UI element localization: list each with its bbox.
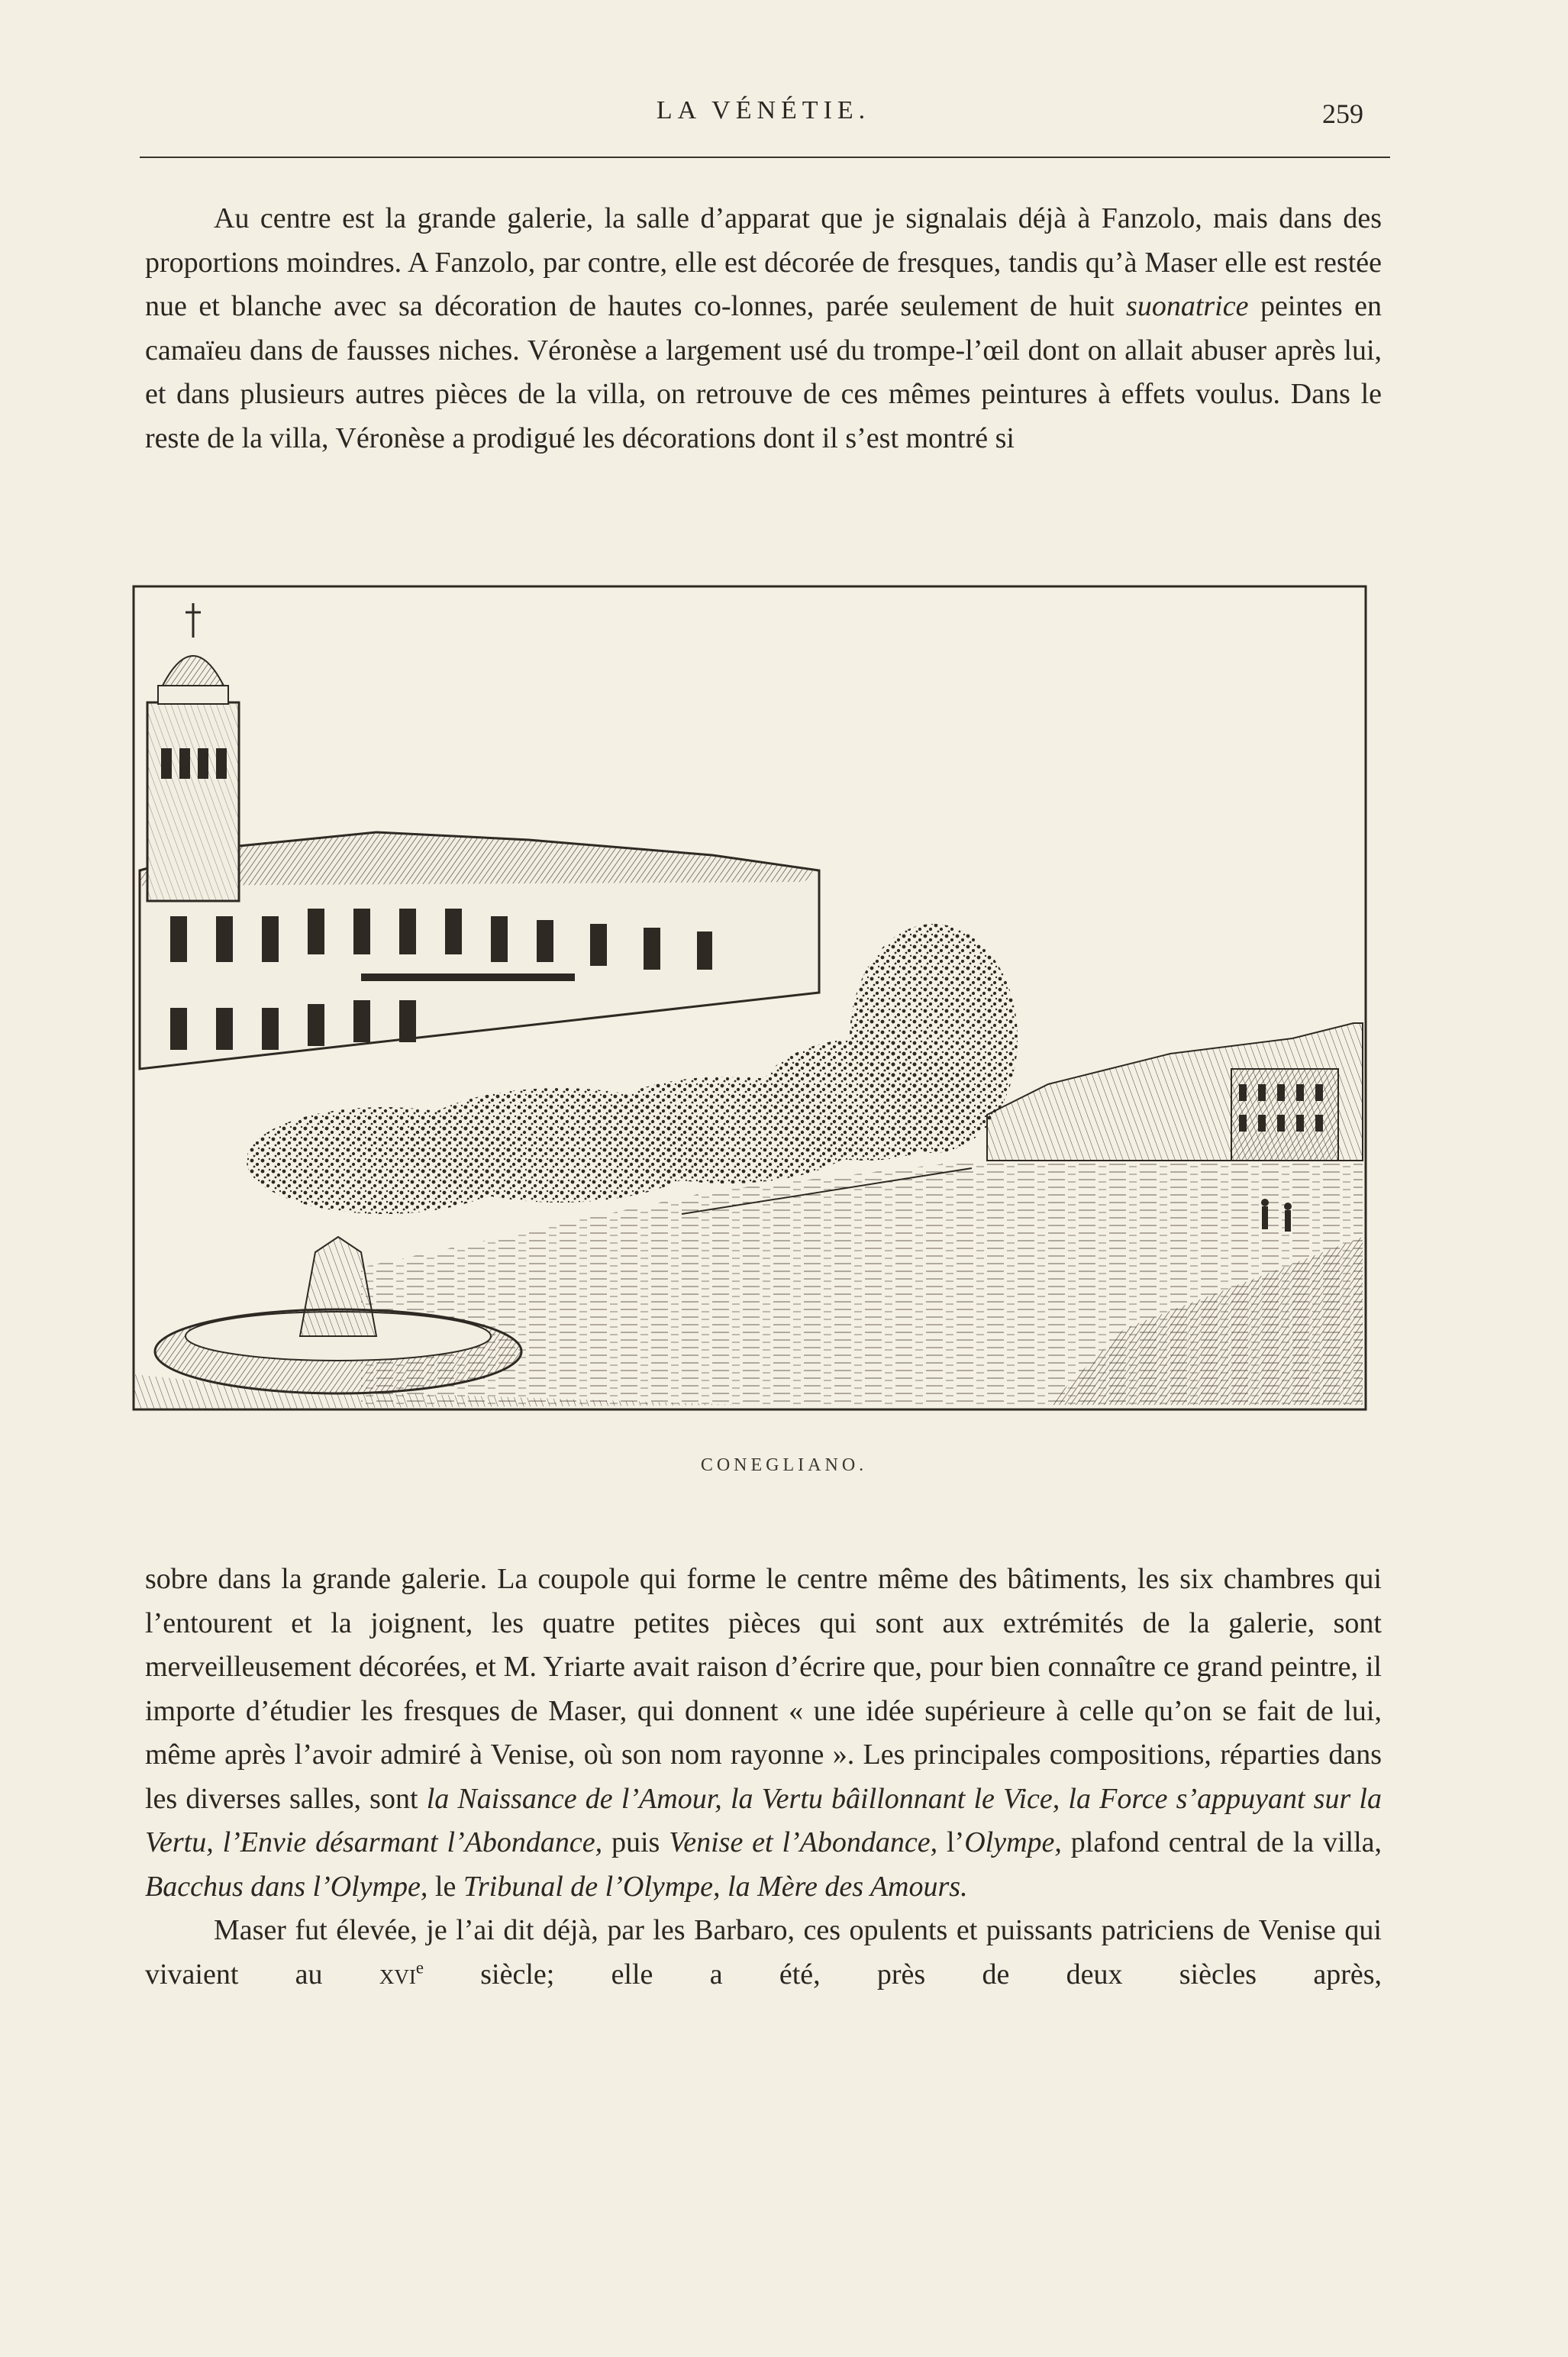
- italic-title: la Naissance de l’Amour, la Vertu bâillonnant le Vice, la Force s’appuyant sur la Vertu, l’Envie désarmant l’Abondance,: [145, 1782, 1382, 1858]
- century-numeral: xvi: [379, 1958, 416, 1991]
- top-text-italic: suonatrice: [1126, 290, 1249, 322]
- text-run: puis: [611, 1826, 660, 1858]
- header-rule: [140, 157, 1390, 158]
- text-run: Maser fut élevée, je l’ai dit déjà, par les Barbaro, ces opulents et puissants patriciens de Venise qui vivaient au: [145, 1914, 1382, 1991]
- top-text-continued: peintes en camaïeu dans de fausses niches. Véronèse a largement usé du trompe-l’œil dont on allait abuser après lui, et dans plusieurs autres pièces de la villa, on retrouve de ces mêmes peintures à effets voulus. Dans le reste de la villa, Véronèse a prodigué les décorations dont il s’est montré si: [145, 290, 1382, 454]
- engraving-svg: [132, 580, 1369, 1417]
- text-run: sobre dans la grande galerie. La coupole qui forme le centre même des bâtiments, les six chambres qui l’entourent et la joignent, les quatre petites pièces qui sont aux extrémités de la galerie, sont merveilleusement décorées, et M. Yriarte avait raison d’écrire que, pour bien connaître ce grand peintre, il importe d’étudier les fresques de Maser, qui donnent « une idée supérieure à celle qu’on se fait de lui, même après l’avoir admiré à Venise, où son nom rayonne ». Les principales compositions, réparties dans les diverses salles, sont: [145, 1563, 1382, 1815]
- bottom-paragraph-2: [145, 1909, 1382, 1997]
- bottom-text: [145, 1558, 1382, 1997]
- italic-title: Olympe,: [964, 1826, 1062, 1858]
- italic-title: Bacchus dans l’Olympe,: [145, 1870, 428, 1903]
- superscript: e: [415, 1957, 424, 1977]
- text-run: l’: [947, 1826, 965, 1858]
- italic-title: Venise et l’Abondance,: [669, 1826, 938, 1858]
- running-title: LA VÉNÉTIE.: [656, 96, 871, 124]
- figure-caption: CONEGLIANO.: [700, 1455, 868, 1475]
- text-run: plafond central de la villa,: [1070, 1826, 1382, 1858]
- top-paragraph: [145, 197, 1382, 460]
- text-run: le: [434, 1870, 457, 1903]
- running-head: [145, 90, 1382, 136]
- bottom-paragraph-1: [145, 1558, 1382, 1909]
- engraving-illustration: [132, 580, 1369, 1417]
- text-run: siècle; elle a été, près de deux siècles après,: [480, 1958, 1382, 1991]
- italic-title: Tribunal de l’Olympe, la Mère des Amours.: [463, 1870, 968, 1903]
- top-text: Au centre est la grande galerie, la salle d’apparat que je signalais déjà à Fanzolo, mais dans des proportions moindres. A Fanzolo, par contre, elle est décorée de fresques, tandis qu’à Maser elle est restée nue et blanche avec sa décoration de hautes co-lonnes, parée seulement de huit: [145, 202, 1382, 322]
- page-number: 259: [1322, 98, 1363, 129]
